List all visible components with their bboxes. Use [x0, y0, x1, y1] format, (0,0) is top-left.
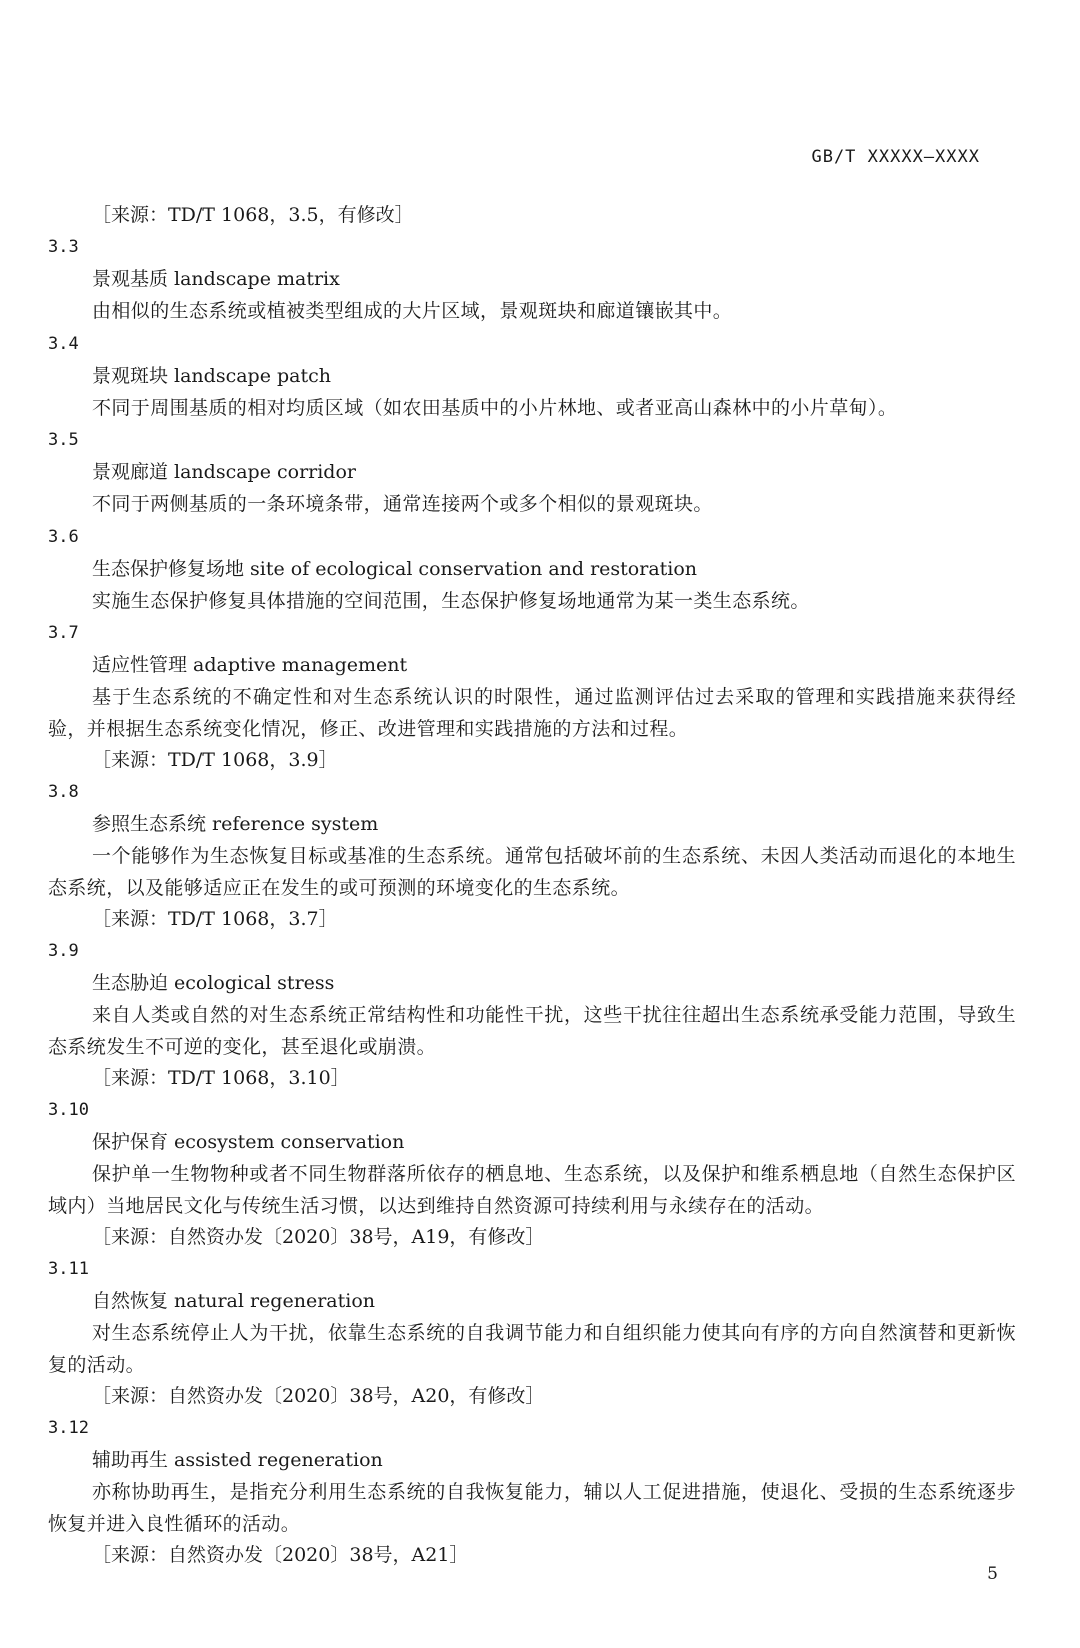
- term-english: adaptive management: [193, 654, 408, 676]
- term-heading: [48, 360, 1016, 393]
- lead-source-note: ［来源：TD/T 1068，3.5，有修改］: [92, 204, 414, 226]
- term-chinese: 辅助再生: [92, 1449, 169, 1471]
- source-note: ［来源：自然资办发〔2020〕38号，A20，有修改］: [92, 1385, 545, 1407]
- page-number: 5: [987, 1564, 998, 1584]
- term-heading: [48, 553, 1016, 586]
- term-chinese: 自然恢复: [92, 1290, 169, 1312]
- term-chinese: 景观廊道: [92, 461, 169, 483]
- term-entry: [48, 328, 1016, 425]
- term-english: natural regeneration: [174, 1290, 375, 1312]
- term-entry: [48, 617, 1016, 776]
- term-entry: [48, 521, 1016, 618]
- source-note: ［来源：TD/T 1068，3.10］: [92, 1067, 350, 1089]
- term-heading: [48, 649, 1016, 682]
- clause-number: 3.7: [48, 623, 79, 643]
- term-heading: [48, 1444, 1016, 1477]
- term-entry: [48, 1412, 1016, 1571]
- term-english: assisted regeneration: [174, 1449, 383, 1471]
- term-english: landscape matrix: [174, 268, 340, 290]
- clause-number: 3.5: [48, 430, 79, 450]
- term-entry: [48, 231, 1016, 328]
- term-definition: 一个能够作为生态恢复目标或基准的生态系统。通常包括破坏前的生态系统、未因人类活动而退化的本地生态系统，以及能够适应正在发生的或可预测的环境变化的生态系统。: [48, 845, 1016, 899]
- clause-number: 3.6: [48, 526, 79, 547]
- term-english: landscape patch: [174, 364, 331, 387]
- clause-number: 3.9: [48, 941, 79, 961]
- term-english: reference system: [212, 813, 379, 835]
- term-english: landscape corridor: [174, 461, 356, 483]
- source-note: ［来源：自然资办发〔2020〕38号，A21］: [92, 1544, 469, 1566]
- term-definition: 基于生态系统的不确定性和对生态系统认识的时限性，通过监测评估过去采取的管理和实践措施来获得经验，并根据生态系统变化情况，修正、改进管理和实践措施的方法和过程。: [48, 686, 1016, 740]
- term-definition: 由相似的生态系统或植被类型组成的大片区域，景观斑块和廊道镶嵌其中。: [92, 300, 733, 322]
- term-heading: [48, 808, 1016, 841]
- clause-number: 3.4: [48, 333, 79, 354]
- term-heading: [48, 1285, 1016, 1318]
- term-heading: [48, 456, 1016, 489]
- clause-number: 3.12: [48, 1418, 89, 1438]
- term-definition: 不同于周围基质的相对均质区域（如农田基质中的小片林地、或者亚高山森林中的小片草甸）。: [92, 396, 898, 419]
- term-definition: 不同于两侧基质的一条环境条带，通常连接两个或多个相似的景观斑块。: [92, 493, 713, 515]
- term-heading: [48, 263, 1016, 296]
- term-chinese: 景观斑块: [92, 364, 169, 387]
- term-definition: 对生态系统停止人为干扰，依靠生态系统的自我调节能力和自组织能力使其向有序的方向自然演替和更新恢复的活动。: [48, 1322, 1016, 1376]
- term-heading: [48, 967, 1016, 1000]
- term-english: ecosystem conservation: [174, 1131, 405, 1153]
- term-definition: 亦称协助再生，是指充分利用生态系统的自我恢复能力，辅以人工促进措施，使退化、受损的生态系统逐步恢复并进入良性循环的活动。: [48, 1481, 1016, 1535]
- clause-number: 3.3: [48, 237, 79, 257]
- clause-number: 3.11: [48, 1259, 89, 1279]
- term-entries: [48, 231, 1016, 1571]
- term-entry: [48, 935, 1016, 1094]
- clause-number: 3.8: [48, 782, 79, 802]
- term-chinese: 生态胁迫: [92, 972, 169, 994]
- standard-code: GB/T XXXXX—XXXX: [811, 147, 980, 167]
- term-chinese: 景观基质: [92, 268, 169, 290]
- term-english: ecological stress: [174, 972, 335, 994]
- source-note: ［来源：TD/T 1068，3.9］: [92, 749, 338, 771]
- term-entry: [48, 776, 1016, 935]
- term-entry: [48, 1253, 1016, 1412]
- term-chinese: 生态保护修复场地: [92, 557, 245, 580]
- clause-number: 3.10: [48, 1100, 89, 1120]
- term-definition: 来自人类或自然的对生态系统正常结构性和功能性干扰，这些干扰往往超出生态系统承受能力范围，导致生态系统发生不可逆的变化，甚至退化或崩溃。: [48, 1004, 1016, 1058]
- term-chinese: 参照生态系统: [92, 813, 207, 835]
- term-english: site of ecological conservation and restoration: [250, 557, 698, 580]
- term-entry: [48, 1094, 1016, 1253]
- source-note: ［来源：TD/T 1068，3.7］: [92, 908, 338, 930]
- terms-section: [48, 200, 1016, 1571]
- term-definition: 保护单一生物物种或者不同生物群落所依存的栖息地、生态系统，以及保护和维系栖息地（自然生态保护区域内）当地居民文化与传统生活习惯，以达到维持自然资源可持续利用与永续存在的活动。: [48, 1163, 1016, 1217]
- term-definition: 实施生态保护修复具体措施的空间范围，生态保护修复场地通常为某一类生态系统。: [92, 589, 810, 612]
- term-heading: [48, 1126, 1016, 1159]
- term-entry: [48, 424, 1016, 521]
- source-note: ［来源：自然资办发〔2020〕38号，A19，有修改］: [92, 1226, 545, 1248]
- term-chinese: 保护保育: [92, 1131, 169, 1153]
- term-chinese: 适应性管理: [92, 654, 188, 676]
